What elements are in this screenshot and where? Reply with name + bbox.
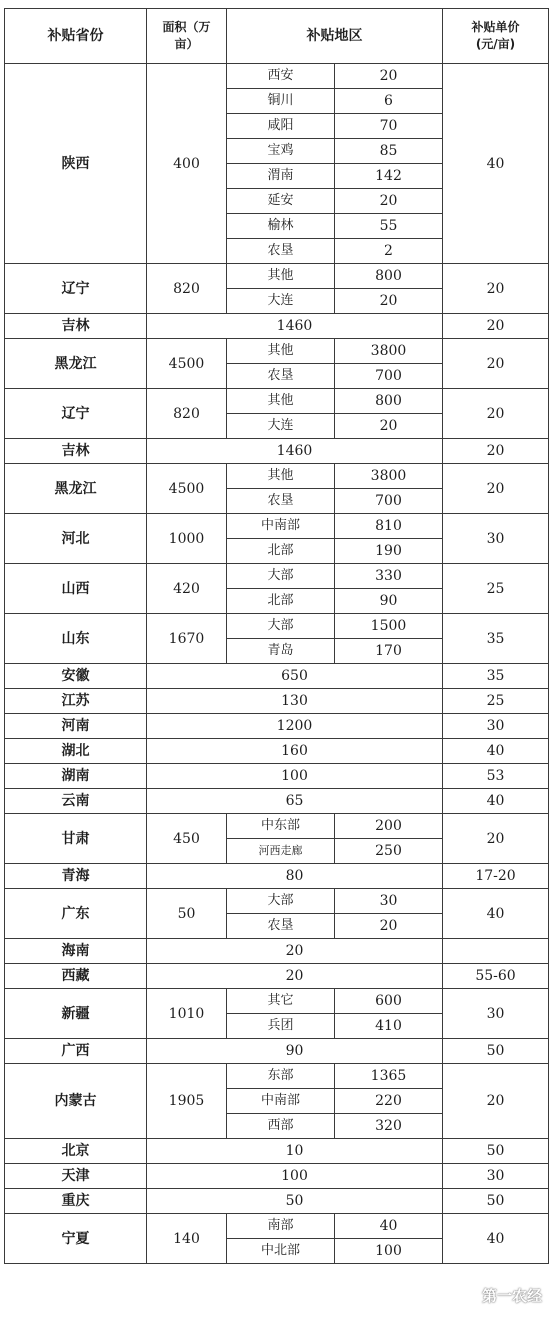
province-cell: 吉林 — [5, 439, 147, 464]
subsidy-table — [4, 8, 549, 1264]
region-name-cell: 河西走廊 — [227, 839, 335, 864]
merged-area-cell: 160 — [147, 739, 443, 764]
province-cell: 云南 — [5, 789, 147, 814]
region-value-cell: 20 — [335, 64, 443, 89]
region-value-cell: 600 — [335, 989, 443, 1014]
unit-price-cell: 40 — [443, 739, 549, 764]
merged-area-cell: 20 — [147, 939, 443, 964]
area-cell: 400 — [147, 64, 227, 264]
area-cell: 1010 — [147, 989, 227, 1039]
province-cell: 新疆 — [5, 989, 147, 1039]
province-cell: 河南 — [5, 714, 147, 739]
table-row — [5, 1164, 549, 1189]
region-value-cell: 85 — [335, 139, 443, 164]
province-cell: 安徽 — [5, 664, 147, 689]
region-value-cell: 70 — [335, 114, 443, 139]
region-name-cell: 农垦 — [227, 364, 335, 389]
unit-price-cell: 20 — [443, 814, 549, 864]
unit-price-cell: 17-20 — [443, 864, 549, 889]
region-name-cell: 兵团 — [227, 1014, 335, 1039]
region-name-cell: 大部 — [227, 614, 335, 639]
province-cell: 广东 — [5, 889, 147, 939]
merged-area-cell: 100 — [147, 1164, 443, 1189]
area-cell: 1905 — [147, 1064, 227, 1139]
table-row — [5, 989, 549, 1014]
merged-area-cell: 1200 — [147, 714, 443, 739]
region-value-cell: 1500 — [335, 614, 443, 639]
region-name-cell: 农垦 — [227, 489, 335, 514]
table-row — [5, 664, 549, 689]
unit-price-cell: 20 — [443, 439, 549, 464]
table-row — [5, 964, 549, 989]
table-row — [5, 564, 549, 589]
merged-area-cell: 90 — [147, 1039, 443, 1064]
table-row — [5, 314, 549, 339]
unit-price-cell: 30 — [443, 714, 549, 739]
unit-price-cell: 50 — [443, 1039, 549, 1064]
header-area: 面积（万 亩） — [147, 9, 227, 64]
merged-area-cell: 10 — [147, 1139, 443, 1164]
unit-price-cell: 40 — [443, 789, 549, 814]
region-value-cell: 800 — [335, 389, 443, 414]
table-body — [5, 64, 549, 1264]
merged-area-cell: 1460 — [147, 314, 443, 339]
region-name-cell: 西安 — [227, 64, 335, 89]
unit-price-cell: 20 — [443, 464, 549, 514]
unit-price-cell: 55-60 — [443, 964, 549, 989]
region-name-cell: 咸阳 — [227, 114, 335, 139]
region-value-cell: 700 — [335, 364, 443, 389]
unit-price-cell: 30 — [443, 989, 549, 1039]
table-row — [5, 1189, 549, 1214]
region-name-cell: 大部 — [227, 564, 335, 589]
region-name-cell: 宝鸡 — [227, 139, 335, 164]
table-row — [5, 1039, 549, 1064]
unit-price-cell: 50 — [443, 1189, 549, 1214]
table-row — [5, 764, 549, 789]
unit-price-cell: 50 — [443, 1139, 549, 1164]
region-name-cell: 东部 — [227, 1064, 335, 1089]
region-name-cell: 大连 — [227, 414, 335, 439]
region-value-cell: 100 — [335, 1239, 443, 1264]
region-value-cell: 220 — [335, 1089, 443, 1114]
area-cell: 1670 — [147, 614, 227, 664]
region-value-cell: 700 — [335, 489, 443, 514]
table-row — [5, 64, 549, 89]
region-name-cell: 北部 — [227, 539, 335, 564]
province-cell: 吉林 — [5, 314, 147, 339]
region-value-cell: 800 — [335, 264, 443, 289]
table-row — [5, 339, 549, 364]
merged-area-cell: 50 — [147, 1189, 443, 1214]
province-cell: 黑龙江 — [5, 339, 147, 389]
province-cell: 黑龙江 — [5, 464, 147, 514]
region-name-cell: 其他 — [227, 339, 335, 364]
unit-price-cell: 35 — [443, 664, 549, 689]
province-cell: 甘肃 — [5, 814, 147, 864]
region-name-cell: 榆林 — [227, 214, 335, 239]
table-header-row — [5, 9, 549, 64]
unit-price-cell: 25 — [443, 564, 549, 614]
unit-price-cell: 53 — [443, 764, 549, 789]
header-province: 补贴省份 — [5, 9, 147, 64]
area-cell: 4500 — [147, 339, 227, 389]
region-name-cell: 延安 — [227, 189, 335, 214]
province-cell: 山东 — [5, 614, 147, 664]
region-name-cell: 中东部 — [227, 814, 335, 839]
region-value-cell: 1365 — [335, 1064, 443, 1089]
area-cell: 820 — [147, 264, 227, 314]
table-row — [5, 389, 549, 414]
table-row — [5, 714, 549, 739]
table-row — [5, 939, 549, 964]
province-cell: 辽宁 — [5, 264, 147, 314]
table-row — [5, 264, 549, 289]
table-row — [5, 614, 549, 639]
unit-price-cell — [443, 939, 549, 964]
unit-price-cell: 35 — [443, 614, 549, 664]
area-cell: 450 — [147, 814, 227, 864]
region-value-cell: 90 — [335, 589, 443, 614]
unit-price-cell: 20 — [443, 264, 549, 314]
unit-price-cell: 40 — [443, 64, 549, 264]
region-value-cell: 20 — [335, 914, 443, 939]
table-row — [5, 464, 549, 489]
area-cell: 1000 — [147, 514, 227, 564]
region-value-cell: 55 — [335, 214, 443, 239]
area-cell: 140 — [147, 1214, 227, 1264]
table-row — [5, 1064, 549, 1089]
region-name-cell: 青岛 — [227, 639, 335, 664]
region-name-cell: 中南部 — [227, 1089, 335, 1114]
province-cell: 西藏 — [5, 964, 147, 989]
region-value-cell: 190 — [335, 539, 443, 564]
province-cell: 重庆 — [5, 1189, 147, 1214]
merged-area-cell: 80 — [147, 864, 443, 889]
province-cell: 北京 — [5, 1139, 147, 1164]
region-name-cell: 西部 — [227, 1114, 335, 1139]
area-cell: 4500 — [147, 464, 227, 514]
unit-price-cell: 40 — [443, 889, 549, 939]
header-region: 补贴地区 — [227, 9, 443, 64]
region-value-cell: 142 — [335, 164, 443, 189]
province-cell: 湖北 — [5, 739, 147, 764]
province-cell: 广西 — [5, 1039, 147, 1064]
region-name-cell: 其它 — [227, 989, 335, 1014]
province-cell: 湖南 — [5, 764, 147, 789]
area-cell: 50 — [147, 889, 227, 939]
merged-area-cell: 130 — [147, 689, 443, 714]
region-value-cell: 250 — [335, 839, 443, 864]
region-name-cell: 其他 — [227, 389, 335, 414]
merged-area-cell: 65 — [147, 789, 443, 814]
unit-price-cell: 40 — [443, 1214, 549, 1264]
province-cell: 海南 — [5, 939, 147, 964]
region-value-cell: 2 — [335, 239, 443, 264]
table-row — [5, 739, 549, 764]
region-name-cell: 其他 — [227, 464, 335, 489]
table-row — [5, 439, 549, 464]
province-cell: 河北 — [5, 514, 147, 564]
area-cell: 420 — [147, 564, 227, 614]
province-cell: 青海 — [5, 864, 147, 889]
table-row — [5, 789, 549, 814]
region-name-cell: 大部 — [227, 889, 335, 914]
region-name-cell: 农垦 — [227, 239, 335, 264]
region-value-cell: 40 — [335, 1214, 443, 1239]
region-value-cell: 20 — [335, 189, 443, 214]
unit-price-cell: 20 — [443, 339, 549, 389]
merged-area-cell: 20 — [147, 964, 443, 989]
province-cell: 江苏 — [5, 689, 147, 714]
merged-area-cell: 100 — [147, 764, 443, 789]
region-value-cell: 20 — [335, 289, 443, 314]
table-row — [5, 689, 549, 714]
table-row — [5, 514, 549, 539]
area-cell: 820 — [147, 389, 227, 439]
province-cell: 辽宁 — [5, 389, 147, 439]
province-cell: 山西 — [5, 564, 147, 614]
region-value-cell: 30 — [335, 889, 443, 914]
region-value-cell: 20 — [335, 414, 443, 439]
region-value-cell: 320 — [335, 1114, 443, 1139]
region-value-cell: 200 — [335, 814, 443, 839]
table-row — [5, 814, 549, 839]
region-name-cell: 南部 — [227, 1214, 335, 1239]
unit-price-cell: 30 — [443, 514, 549, 564]
region-name-cell: 北部 — [227, 589, 335, 614]
region-value-cell: 6 — [335, 89, 443, 114]
region-value-cell: 3800 — [335, 464, 443, 489]
unit-price-cell: 20 — [443, 314, 549, 339]
region-value-cell: 330 — [335, 564, 443, 589]
merged-area-cell: 1460 — [147, 439, 443, 464]
table-row — [5, 1214, 549, 1239]
watermark-logo: 第一农经 — [481, 1287, 542, 1305]
table-row — [5, 1139, 549, 1164]
region-value-cell: 3800 — [335, 339, 443, 364]
province-cell: 宁夏 — [5, 1214, 147, 1264]
unit-price-cell: 30 — [443, 1164, 549, 1189]
province-cell: 内蒙古 — [5, 1064, 147, 1139]
province-cell: 天津 — [5, 1164, 147, 1189]
region-name-cell: 其他 — [227, 264, 335, 289]
region-value-cell: 170 — [335, 639, 443, 664]
merged-area-cell: 650 — [147, 664, 443, 689]
region-name-cell: 农垦 — [227, 914, 335, 939]
unit-price-cell: 20 — [443, 1064, 549, 1139]
unit-price-cell: 20 — [443, 389, 549, 439]
region-name-cell: 铜川 — [227, 89, 335, 114]
unit-price-cell: 25 — [443, 689, 549, 714]
province-cell: 陕西 — [5, 64, 147, 264]
region-value-cell: 810 — [335, 514, 443, 539]
table-row — [5, 889, 549, 914]
region-name-cell: 中北部 — [227, 1239, 335, 1264]
region-value-cell: 410 — [335, 1014, 443, 1039]
table-row — [5, 864, 549, 889]
region-name-cell: 大连 — [227, 289, 335, 314]
header-unit-price: 补贴单价 (元/亩) — [443, 9, 549, 64]
region-name-cell: 中南部 — [227, 514, 335, 539]
region-name-cell: 渭南 — [227, 164, 335, 189]
